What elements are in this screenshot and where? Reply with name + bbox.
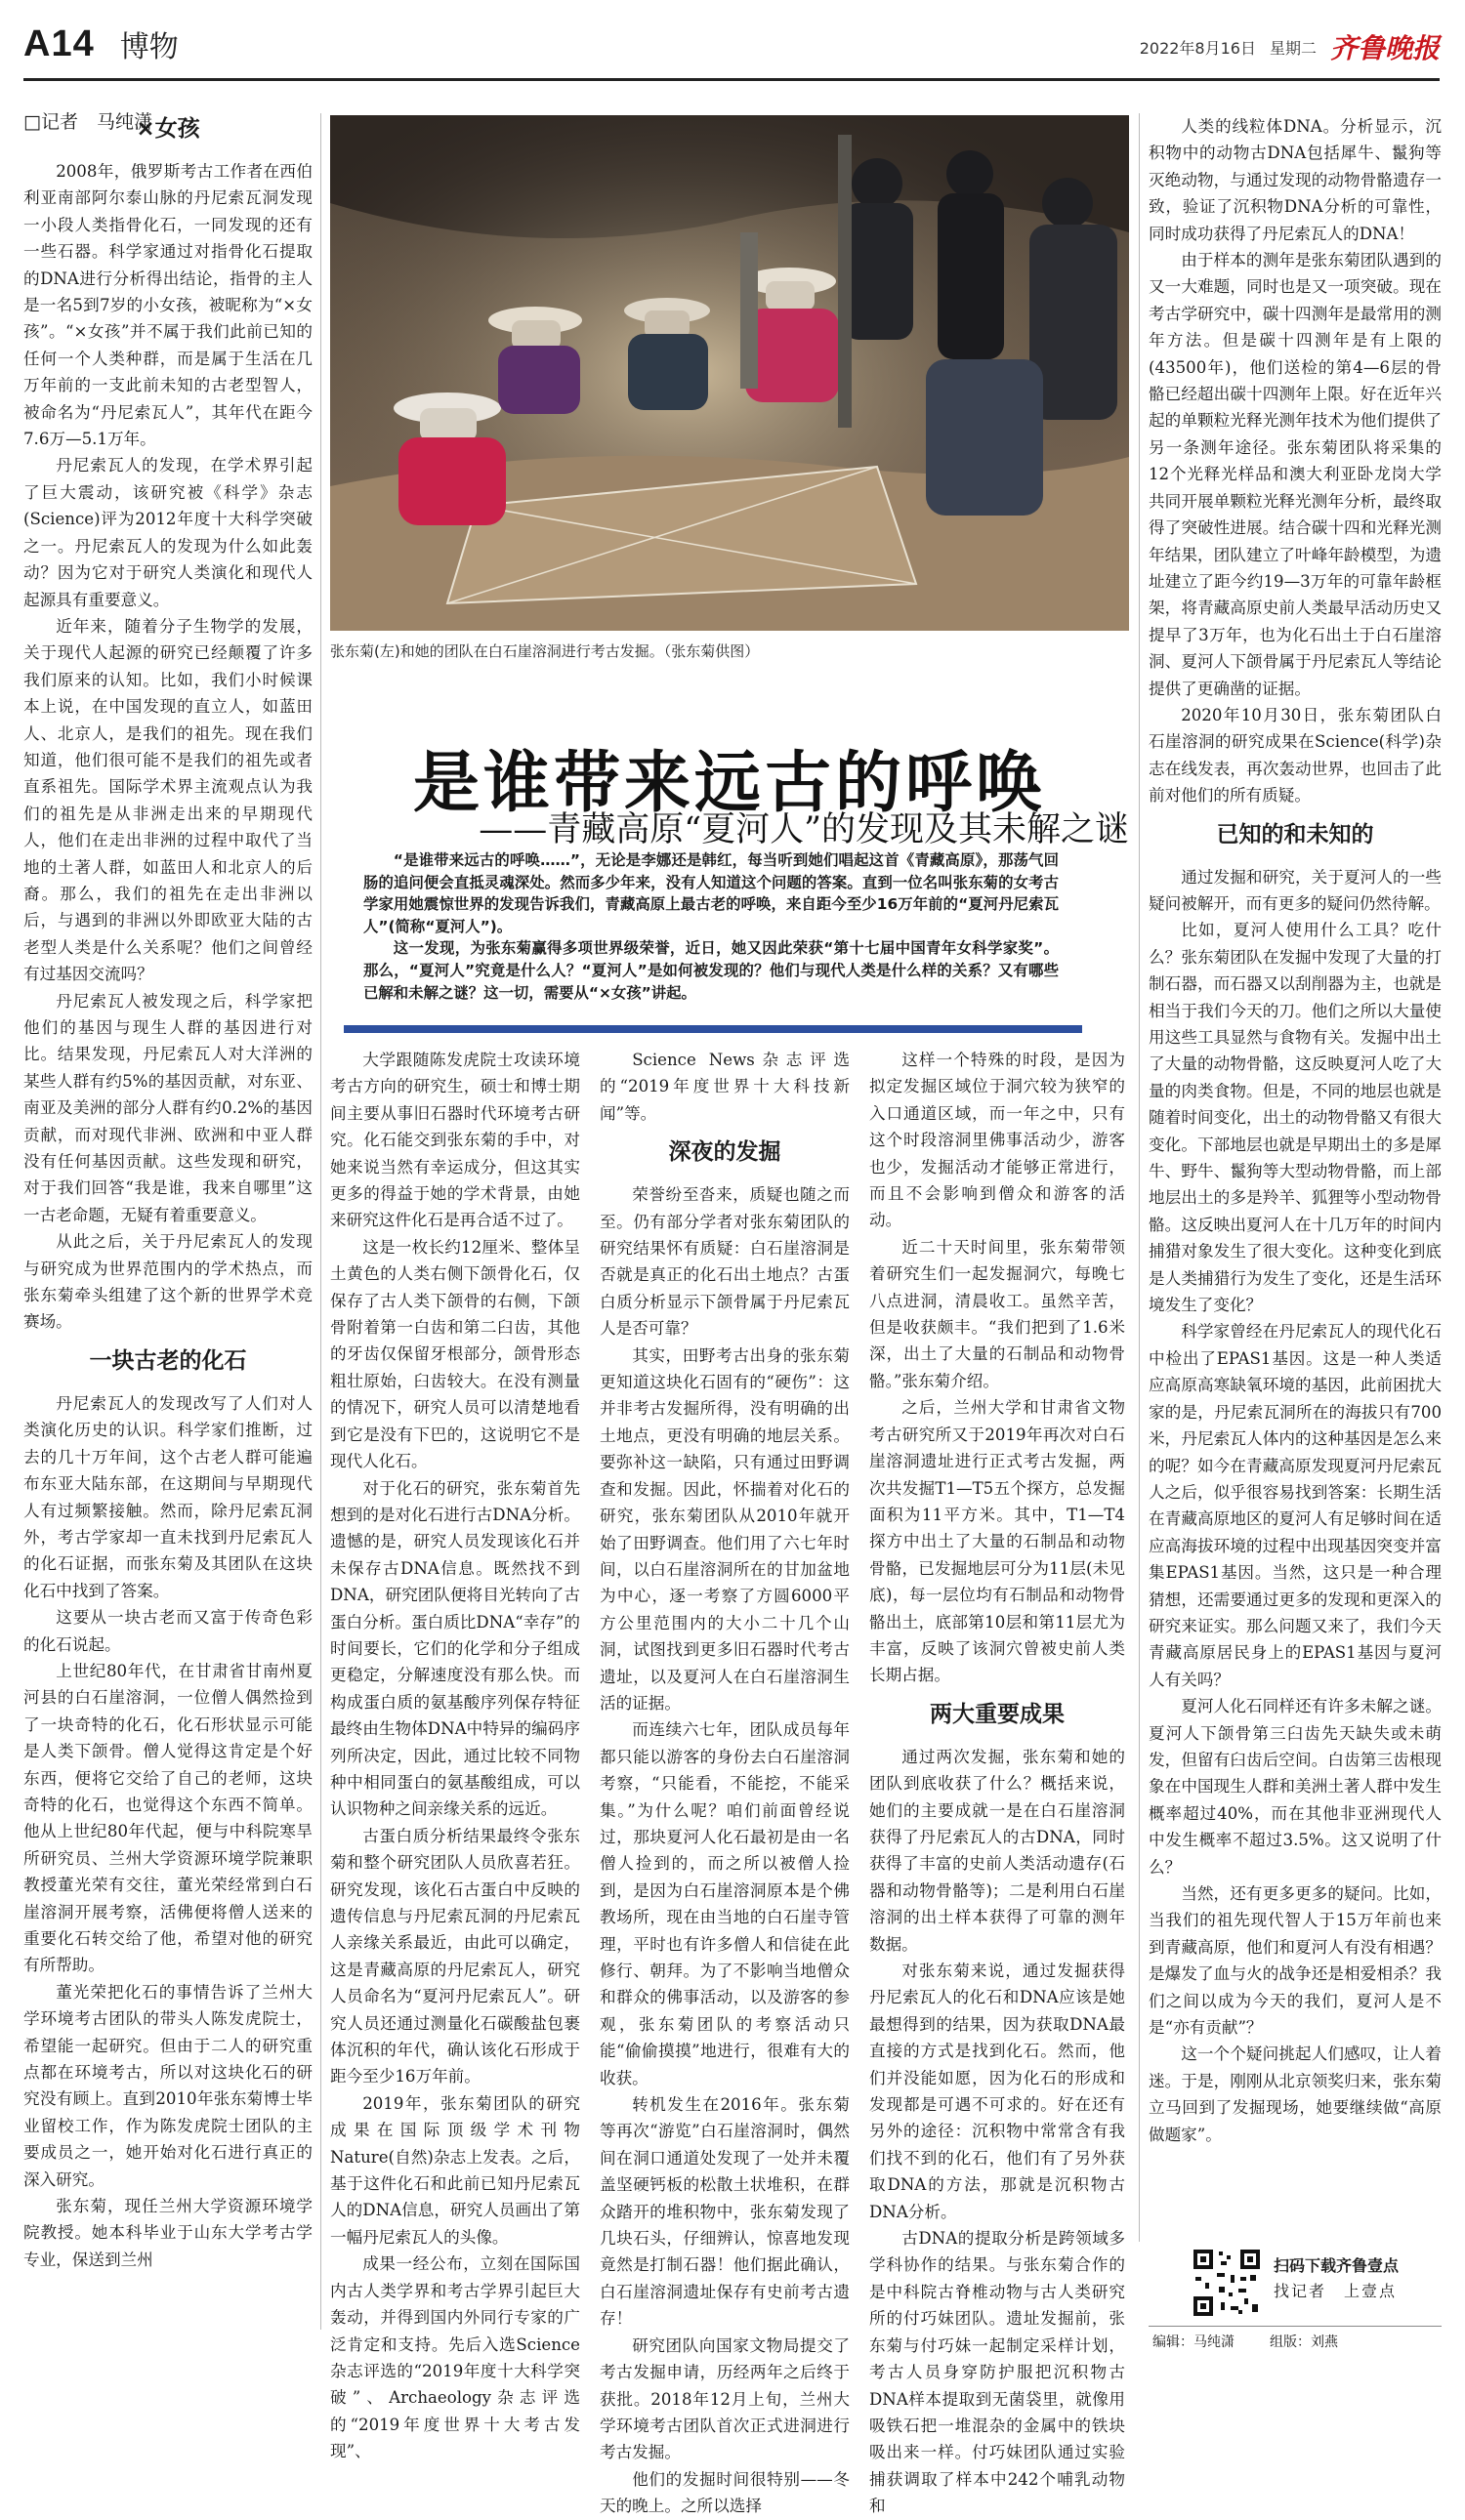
paragraph: 通过两次发掘，张东菊和她的团队到底收获了什么？概括来说，她们的主要成就一是在白石崖溶洞获得了丹尼索瓦人的古DNA，同时获得了丰富的史前人类活动遗存(石器和动物骨骼等)；二是利用白石崖溶洞的出土样本获得了可靠的测年数据。 [869,1747,1125,1954]
paragraph: 科学家曾经在丹尼索瓦人的现代化石中检出了EPAS1基因。这是一种人类适应高原高寒缺氧环境的基因，此前困扰大家的是，丹尼索瓦洞所在的海拔只有700米，丹尼索瓦人体内的这种基因是怎么来的呢？如今在青藏高原发现夏河丹尼索瓦人之后，似乎很容易找到答案：长期生活在青藏高原地区的夏河人有足够时间在适应高海拔环境的过程中出现基因突变并富集EPAS1基因。当然，这只是一种合理猜想，还需要通过更多的发现和更深入的研究来证实。那么问题又来了，我们今天青藏高原居民身上的EPAS1基因与夏河人有关吗？ [1149,1322,1442,1689]
paragraph: 而连续六七年，团队成员每年都只能以游客的身份去白石崖溶洞考察，“只能看，不能挖，不能采集。”为什么呢？咱们前面曾经说过，那块夏河人化石最初是由一名僧人捡到的，而之所以被僧人捡到，是因为白石崖溶洞原本是个佛教场所，现在由当地的白石崖寺管理，平时也有许多僧人和信徒在此修行、朝拜。为了不影响当地僧众和群众的佛事活动，以及游客的参观，张东菊团队的考察活动只能“偷偷摸摸”地进行，很难有大的收获。 [600,1720,850,2087]
lead-paragraph: 这一发现，为张东菊赢得多项世界级荣誉，近日，她又因此荣获“第十七届中国青年女科学家奖”。那么，“夏河人”究竟是什么人？“夏河人”是如何被发现的？他们与现代人类是什么样的关系？又有哪些已解和未解之谜？这一切，需要从“×女孩”讲起。 [363,939,1059,1002]
paragraph: 这一个个疑问挑起人们感叹，让人着迷。于是，刚刚从北京领奖归来，张东菊立马回到了发掘现场，她要继续做“高原做题家”。 [1149,2045,1442,2144]
paragraph: 丹尼索瓦人的发现，在学术界引起了巨大震动，该研究被《科学》杂志(Science)评为2012年度十大科学突破之一。丹尼索瓦人的发现为什么如此轰动？因为它对于研究人类演化和现代人起源具有重要意义。 [23,456,313,609]
paragraph: 丹尼索瓦人的发现改写了人们对人类演化历史的认识。科学家们推断，过去的几十万年间，这个古老人群可能遍布东亚大陆东部，在这期间与早期现代人有过频繁接触。然而，除丹尼索瓦洞外，考古学家却一直未找到丹尼索瓦人的化石证据，而张东菊及其团队在这块化石中找到了答案。 [23,1393,313,1600]
paragraph: 对张东菊来说，通过发掘获得丹尼索瓦人的化石和DNA应该是她最想得到的结果，因为获取DNA最直接的方式是找到化石。然而，他们并没能如愿，因为化石的形成和发现都是可遇不可求的。好在还有另外的途径：沉积物中常常含有我们找不到的化石，他们有了另外获取DNA的方法，那就是沉积物古DNA分析。 [869,1962,1125,2221]
column-3 [600,1047,850,2516]
paragraph: 他们的发掘时间很特别——冬天的晚上。之所以选择 [600,2469,850,2516]
subhead-two-results: 两大重要成果 [930,1701,1065,1727]
photo-caption: 张东菊(左)和她的团队在白石崖溶洞进行考古发掘。（张东菊供图） [330,642,760,660]
paragraph: 董光荣把化石的事情告诉了兰州大学环境考古团队的带头人陈发虎院士，希望能一起研究。但由于二人的研究重点都在环境考古，所以对这块化石的研究没有顾上。直到2010年张东菊博士毕业留校工作，作为陈发虎院士团队的主要成员之一，她开始对化石进行真正的深入研究。 [23,1982,313,2189]
paragraph: 近年来，随着分子生物学的发展，关于现代人起源的研究已经颠覆了许多我们原来的认知。比如，我们小时候课本上说，在中国发现的直立人，如蓝田人、北京人，是我们的祖先。现在我们知道，他们很可能不是我们的祖先或者直系祖先。国际学术界主流观点认为我们的祖先是从非洲走出来的早期现代人，他们在走出非洲的过程中取代了当地的土著人群，如蓝田人和北京人的后裔。那么，我们的祖先在走出非洲以后，与遇到的非洲以外即欧亚大陆的古老型人类是什么关系呢？他们之间曾经有过基因交流吗？ [23,616,313,984]
column-2 [330,1047,580,2461]
page-number: A14 [23,22,95,64]
editor-credit: 编辑：马纯潇 [1152,2334,1235,2350]
paragraph: 2008年，俄罗斯考古工作者在西伯利亚南部阿尔泰山脉的丹尼索瓦洞发现一小段人类指骨化石，一同发现的还有一些石器。科学家通过对指骨化石提取的DNA进行分析得出结论，指骨的主人是一名5到7岁的小女孩，被昵称为“×女孩”。“×女孩”并不属于我们此前已知的任何一个人类种群，而是属于生活在几万年前的一支此前未知的古老型智人，被命名为“丹尼索瓦人”，其年代在距今7.6万—5.1万年。 [23,162,313,449]
subhead-ancient-fossil: 一块古老的化石 [89,1347,247,1374]
paragraph: 丹尼索瓦人被发现之后，科学家把他们的基因与现生人群的基因进行对比。结果发现，丹尼索瓦人对大洋洲的某些人群有约5%的基因贡献，对东亚、南亚及美洲的部分人群有约0.2%的基因贡献，而对现代非洲、欧洲和中亚人群没有任何基因贡献。这些发现和研究，对于我们回答“我是谁，我来自哪里”这一古老命题，无疑有着重要意义。 [23,991,313,1224]
paragraph: 成果一经公布，立刻在国际国内古人类学界和考古学界引起巨大轰动，并得到国内外同行专家的广泛肯定和支持。先后入选Science杂志评选的“2019年度十大科学突破”、Archaeology杂志评选的“2019年度世界十大考古发现”、 [330,2254,580,2461]
paragraph: 这要从一块古老而又富于传奇色彩的化石说起。 [23,1608,313,1654]
column-divider [1139,113,1140,2242]
column-divider [320,113,321,2330]
paragraph: 研究团队向国家文物局提交了考古发掘申请，历经两年之后终于获批。2018年12月上旬，兰州大学环境考古团队首次正式进洞进行考古发掘。 [600,2335,850,2462]
paragraph: 近二十天时间里，张东菊带领着研究生们一起发掘洞穴，每晚七八点进洞，清晨收工。虽然辛苦，但是收获颇丰。“我们把到了1.6米深，出土了大量的石制品和动物骨骼。”张东菊介绍。 [869,1237,1125,1390]
paragraph: 比如，夏河人使用什么工具？吃什么？张东菊团队在发掘中发现了大量的打制石器，而石器又以刮削器为主，也就是相当于我们今天的刀。他们之所以大量使用这些工具显然与食物有关。发掘中出土了大量的动物骨骼，这反映夏河人吃了大量的肉类食物。但是，不同的地层也就是随着时间变化，出土的动物骨骼又有很大变化。下部地层也就是早期出土的多是犀牛、野牛、鬣狗等大型动物骨骼，而上部地层出土的多是羚羊、狐狸等小型动物骨骼。这反映出夏河人在十几万年的时间内捕猎对象发生了很大变化。这种变化到底是人类捕猎行为发生了变化，还是生活环境发生了变化？ [1149,921,1442,1315]
paragraph: 2020年10月30日，张东菊团队白石崖溶洞的研究成果在Science(科学)杂志在线发表，再次轰动世界，也回击了此前对他们的所有质疑。 [1149,705,1442,806]
issue-weekday: 星期二 [1269,38,1317,58]
paragraph: 这是一枚长约12厘米、整体呈土黄色的人类右侧下颌骨化石，仅保存了古人类下颌骨的右侧，下颌骨附着第一白齿和第二臼齿，其他的牙齿仅保留牙根部分，颌骨形态粗壮原始，臼齿较大。在没有测量的情况下，研究人员可以清楚地看到它是没有下巴的，这说明它不是现代人化石。 [330,1237,580,1471]
qr-code[interactable] [1192,2248,1262,2318]
paragraph: 由于样本的测年是张东菊团队遇到的又一大难题，同时也是又一项突破。现在考古学研究中，碳十四测年是最常用的测年方法。但是碳十四测年是有上限的(43500年)，他们送检的第4—6层的骨骼已经超出碳十四测年上限。好在近年兴起的单颗粒光释光测年技术为他们提供了另一条测年途径。张东菊团队将采集的12个光释光样品和澳大利亚卧龙岗大学共同开展单颗粒光释光测年分析，最终取得了突破性进展。结合碳十四和光释光测年结果，团队建立了叶峰年龄模型，为遗址建立了距今约19—3万年的可靠年龄框架，将青藏高原史前人类最早活动历史又提早了3万年，也为化石出土于白石崖溶洞、夏河人下颌骨属于丹尼索瓦人等结论提供了更确凿的证据。 [1149,251,1442,698]
headline: 是谁带来远古的呼唤 [412,744,1046,822]
column-1 [23,113,313,2330]
paragraph: 荣誉纷至沓来，质疑也随之而至。仍有部分学者对张东菊团队的研究结果怀有质疑：白石崖溶洞是否就是真正的化石出土地点？古蛋白质分析显示下颌骨属于丹尼索瓦人是否可靠？ [600,1185,850,1339]
column-5 [1149,113,1442,2232]
paragraph: 古DNA的提取分析是跨领域多学科协作的结果。与张东菊合作的是中科院古脊椎动物与古人类研究所的付巧妹团队。遗址发掘前，张东菊与付巧妹一起制定采样计划，考古人员身穿防护服把沉积物古DNA样本提取到无菌袋里，就像用吸铁石把一堆混杂的金属中的铁块吸出来一样。付巧妹团队通过实验捕获调取了样本中242个哺乳动物和 [869,2229,1125,2516]
subhead-x-girl: ×女孩 [136,116,200,142]
newspaper-logo: 齐鲁晚报 [1329,32,1440,64]
paragraph: 夏河人化石同样还有许多未解之谜。夏河人下颌骨第三臼齿先天缺失或未萌发，但留有臼齿后空间。白齿第三齿根现象在中国现生人群和美洲土著人群中发生概率超过40%，而在其他非亚洲现代人中发生概率不超过3.5%。这又说明了什么？ [1149,1697,1442,1877]
byline: □记者 马纯潇 [23,111,152,133]
qr-sublabel: 找记者 上壹点 [1274,2282,1398,2300]
paragraph: 2019年，张东菊团队的研究成果在国际顶级学术刊物Nature(自然)杂志上发表。之后，基于这件化石和此前已知丹尼索瓦人的DNA信息，研究人员画出了第一幅丹尼索瓦人的头像。 [330,2093,580,2247]
qr-label: 扫码下载齐鲁壹点 [1274,2256,1400,2275]
paragraph: Science News杂志评选的“2019年度世界十大科技新闻”等。 [600,1051,850,1123]
subhead-night-dig: 深夜的发掘 [668,1139,781,1166]
paragraph: 古蛋白质分析结果最终令张东菊和整个研究团队人员欣喜若狂。研究发现，该化石古蛋白中反映的遗传信息与丹尼索瓦洞的丹尼索瓦人亲缘关系最近，由此可以确定，这是青藏高原的丹尼索瓦人，研究人员命名为“夏河丹尼索瓦人”。研究人员还通过测量化石碳酸盐包裹体沉积的年代，确认该化石形成于距今至少16万年前。 [330,1826,580,2086]
excavation-photo [330,115,1129,631]
qr-code-icon [1192,2248,1262,2318]
paragraph: 转机发生在2016年。张东菊等再次“游览”白石崖溶洞时，偶然间在洞口通道处发现了一处并未覆盖坚硬钙板的松散土状堆积，在群众踏开的堆积物中，张东菊发现了几块石头，仔细辨认，惊喜地发现竟然是打制石器！他们据此确认，白石崖溶洞遗址保存有史前考古遗存！ [600,2095,850,2329]
sub-headline: ——青藏高原“夏河人”的发现及其未解之谜 [479,810,1129,849]
paragraph: 之后，兰州大学和甘肃省文物考古研究所又于2019年再次对白石崖溶洞遗址进行正式考古发掘，两次共发掘T1—T5五个探方，总发掘面积为11平方米。其中，T1—T4探方中出土了大量的石制品和动物骨骼，已发掘地层可分为11层(未见底)，每一层位均有石制品和动物骨骼出土，底部第10层和第11层尤为丰富，反映了该洞穴曾被史前人类长期占据。 [869,1398,1125,1685]
cave-excavation-illustration [330,115,1129,631]
lead-paragraphs [363,849,1059,1004]
paragraph: 当然，还有更多更多的疑问。比如，当我们的祖先现代智人于15万年前也来到青藏高原，他们和夏河人有没有相遇？是爆发了血与火的战争还是相爱相杀？我们之间以成为今天的我们，夏河人是不是“亦有贡献”？ [1149,1884,1442,2038]
column-4 [869,1047,1125,2516]
paragraph: 这样一个特殊的时段，是因为拟定发掘区域位于洞穴较为狭窄的入口通道区域，而一年之中，只有这个时段溶洞里佛事活动少，游客也少，发掘活动才能够正常进行，而且不会影响到僧众和游客的活动。 [869,1051,1125,1230]
paragraph: 张东菊，现任兰州大学资源环境学院教授。她本科毕业于山东大学考古学专业，保送到兰州 [23,2197,313,2269]
issue-date: 2022年8月16日 [1139,38,1256,58]
page-header-right [1126,27,1440,66]
paragraph: 对于化石的研究，张东菊首先想到的是对化石进行古DNA分析。遗憾的是，研究人员发现该化石并未保存古DNA信息。既然找不到DNA，研究团队便将目光转向了古蛋白分析。蛋白质比DNA“幸存”的时间要长，它们的化学和分子组成更稳定，分解速度没有那么快。而构成蛋白质的氨基酸序列保存特征最终由生物体DNA中特异的编码序列所决定，因此，通过比较不同物种中相同蛋白的氨基酸组成，可以认识物种之间亲缘关系的远近。 [330,1478,580,1819]
designer-credit: 组版：刘燕 [1270,2334,1338,2350]
header-rule [23,78,1440,81]
lead-paragraph: “是谁带来远古的呼唤……”，无论是李娜还是韩红，每当听到她们唱起这首《青藏高原》，那荡气回肠的追问便会直抵灵魂深处。然而多少年来，没有人知道这个问题的答案。直到一位名叫张东菊的女考古学家用她震惊世界的发现告诉我们，青藏高原上最古老的呼唤，来自距今至少16万年前的“夏河丹尼索瓦人”(简称“夏河人”)。 [363,851,1059,935]
footer-rule [1149,2326,1442,2327]
paragraph: 从此之后，关于丹尼索瓦人的发现与研究成为世界范围内的学术热点，而张东菊牵头组建了这个新的世界学术竞赛场。 [23,1232,313,1332]
paragraph: 其实，田野考古出身的张东菊更知道这块化石固有的“硬伤”：这并非考古发掘所得，没有明确的出土地点，更没有明确的地层关系。要弥补这一缺陷，只有通过田野调查和发掘。因此，怀揣着对化石的研究，张东菊团队从2010年就开始了田野调查。他们用了六七年时间，以白石崖溶洞所在的甘加盆地为中心，逐一考察了方圆6000平方公里范围内的大小二十几个山洞，试图找到更多旧石器时代考古遗址，以及夏河人在白石崖溶洞生活的证据。 [600,1345,850,1713]
paragraph: 人类的线粒体DNA。分析显示，沉积物中的动物古DNA包括犀牛、鬣狗等灭绝动物，与通过发现的动物骨骼遗存一致，验证了沉积物DNA分析的可靠性，同时成功获得了丹尼索瓦人的DNA！ [1149,117,1442,243]
section-name: 博物 [119,30,179,64]
paragraph: 通过发掘和研究，关于夏河人的一些疑问被解开，而有更多的疑问仍然待解。 [1149,867,1442,913]
subhead-known-unknown: 已知的和未知的 [1216,821,1374,847]
lead-accent-bar [344,1025,1082,1033]
paragraph: 大学跟随陈发虎院士攻读环境考古方向的研究生，硕士和博士期间主要从事旧石器时代环境考古研究。化石能交到张东菊的手中，对她来说当然有幸运成分，但这其实更多的得益于她的学术背景，由她来研究这件化石是再合适不过了。 [330,1051,580,1230]
page-header-left [23,18,179,70]
paragraph: 上世纪80年代，在甘肃省甘南州夏河县的白石崖溶洞，一位僧人偶然捡到了一块奇特的化石，化石形状显示可能是人类下颌骨。僧人觉得这肯定是个好东西，便将它交给了自己的老师，这块奇特的化石，也觉得这个东西不简单。他从上世纪80年代起，便与中科院寒旱所研究员、兰州大学资源环境学院兼职教授董光荣有交往，董光荣经常到白石崖溶洞开展考察，活佛便将僧人送来的重要化石转交给了他，希望对他的研究有所帮助。 [23,1661,313,1975]
